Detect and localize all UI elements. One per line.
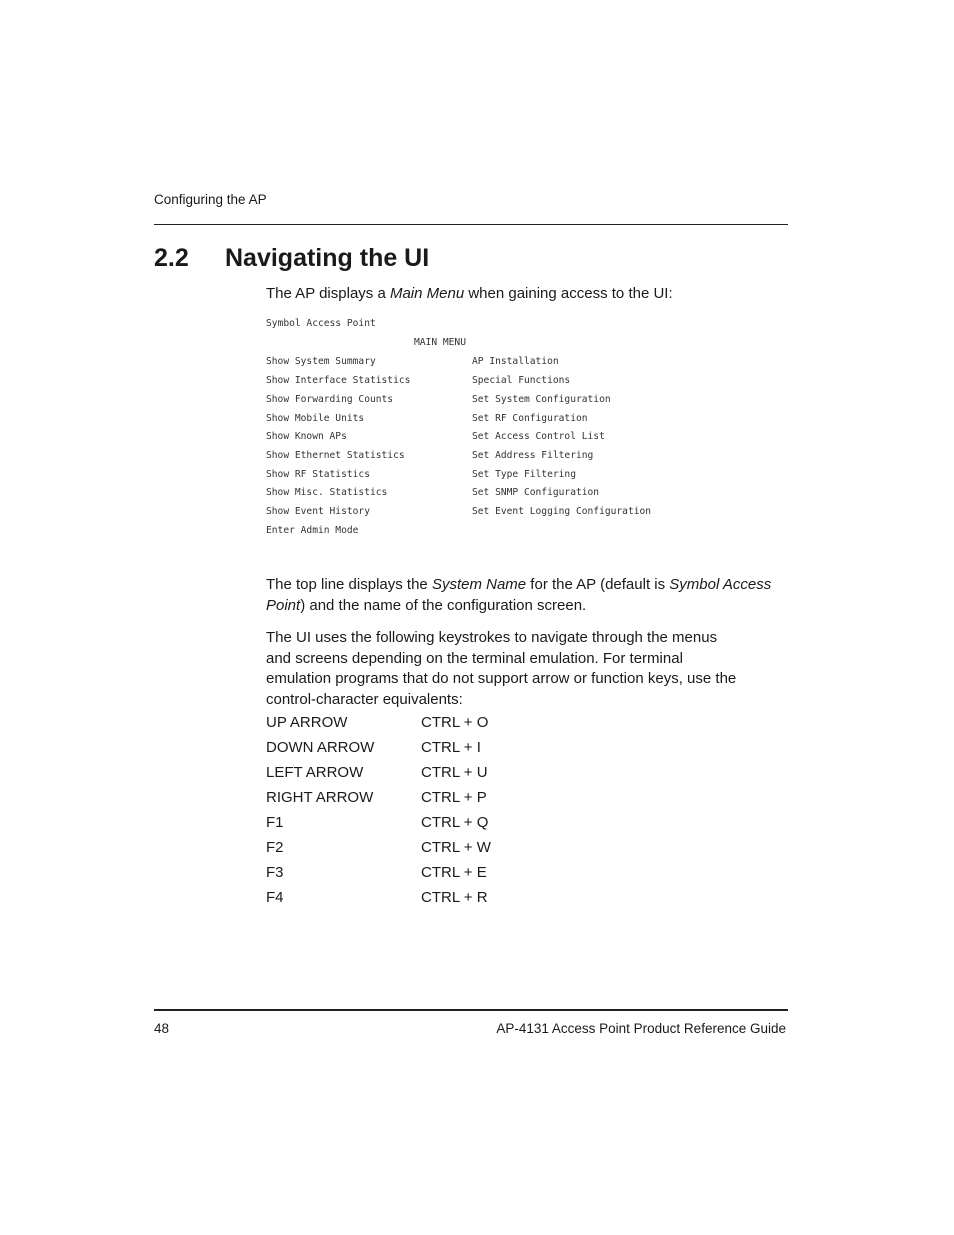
menu-item: Set SNMP Configuration xyxy=(472,487,600,498)
para1-emphasis: Point xyxy=(266,596,301,614)
keystroke-table xyxy=(266,714,491,914)
footer-rule xyxy=(154,1009,788,1011)
screen-menu-title: MAIN MENU xyxy=(414,337,466,348)
key-name: F1 xyxy=(266,814,284,831)
system-name-paragraph xyxy=(266,575,786,616)
para1-emphasis: System Name xyxy=(431,576,527,593)
menu-item: Set System Configuration xyxy=(472,394,611,405)
key-equivalent: CTRL + W xyxy=(421,839,491,856)
para1-text: ) and the name of the configuration screen. xyxy=(300,596,587,614)
running-head: Configuring the AP xyxy=(154,192,267,207)
menu-item: Enter Admin Mode xyxy=(266,525,359,536)
keystroke-row xyxy=(266,839,491,864)
keystroke-row xyxy=(266,714,491,739)
key-equivalent: CTRL + U xyxy=(421,764,488,781)
para1-text: for the AP (default is xyxy=(526,576,670,593)
menu-item: Set Type Filtering xyxy=(472,469,576,480)
menu-item: Set Event Logging Configuration xyxy=(472,506,652,517)
intro-text-end: when gaining access to the UI: xyxy=(464,285,673,302)
key-equivalent: CTRL + E xyxy=(421,864,487,881)
keystroke-row xyxy=(266,764,491,789)
keystroke-row xyxy=(266,789,491,814)
key-equivalent: CTRL + O xyxy=(421,714,489,731)
menu-row xyxy=(266,450,594,461)
menu-item: Show Forwarding Counts xyxy=(266,394,394,405)
para-line: control-character equivalents: xyxy=(266,690,463,708)
section-title: Navigating the UI xyxy=(225,244,430,272)
keystroke-row xyxy=(266,739,491,764)
key-name: F4 xyxy=(266,889,284,906)
menu-item: Show Mobile Units xyxy=(266,413,365,424)
key-name: F2 xyxy=(266,839,284,856)
para1-emphasis: Symbol Access xyxy=(669,576,772,593)
key-name: F3 xyxy=(266,864,284,881)
screen-title-line: Symbol Access Point xyxy=(266,318,376,329)
para-line: The UI uses the following keystrokes to navigate through the menus xyxy=(266,629,718,646)
intro-emphasis: Main Menu xyxy=(389,285,465,302)
menu-item: Set RF Configuration xyxy=(472,413,588,424)
section-heading xyxy=(154,244,429,273)
key-equivalent: CTRL + Q xyxy=(421,814,489,831)
menu-item: Show Misc. Statistics xyxy=(266,487,388,498)
key-name: RIGHT ARROW xyxy=(266,789,374,806)
intro-paragraph xyxy=(266,285,673,302)
key-name: UP ARROW xyxy=(266,714,348,731)
menu-row xyxy=(266,487,600,498)
menu-item: Show Interface Statistics xyxy=(266,375,411,386)
menu-row xyxy=(266,394,611,405)
menu-item: Set Address Filtering xyxy=(472,450,594,461)
menu-item: Show RF Statistics xyxy=(266,469,370,480)
key-equivalent: CTRL + R xyxy=(421,889,488,906)
section-number: 2.2 xyxy=(154,244,189,272)
menu-item: Show System Summary xyxy=(266,356,376,367)
menu-item: Set Access Control List xyxy=(472,431,605,442)
para1-text: The top line displays the xyxy=(266,576,432,593)
menu-item: Special Functions xyxy=(472,375,571,386)
para-line: and screens depending on the terminal emulation. For terminal xyxy=(266,649,683,667)
key-name: LEFT ARROW xyxy=(266,764,364,781)
keystroke-row xyxy=(266,864,491,889)
key-name: DOWN ARROW xyxy=(266,739,375,756)
menu-row xyxy=(266,525,358,536)
menu-row xyxy=(266,356,559,367)
menu-row xyxy=(266,375,571,386)
menu-row xyxy=(266,431,605,442)
key-equivalent: CTRL + P xyxy=(421,789,487,806)
menu-item: Show Ethernet Statistics xyxy=(266,450,405,461)
guide-title: AP-4131 Access Point Product Reference Guide xyxy=(496,1021,786,1036)
intro-text: The AP displays a xyxy=(266,285,390,302)
page-number: 48 xyxy=(154,1021,170,1036)
para-line: emulation programs that do not support arrow or function keys, use the xyxy=(266,670,737,687)
keystrokes-paragraph xyxy=(266,628,786,710)
keystroke-row xyxy=(266,814,491,839)
menu-row xyxy=(266,506,652,517)
header-rule xyxy=(154,224,788,225)
menu-item: AP Installation xyxy=(472,356,559,367)
menu-row xyxy=(266,413,588,424)
menu-item: Show Event History xyxy=(266,506,370,517)
key-equivalent: CTRL + I xyxy=(421,739,481,756)
menu-item: Show Known APs xyxy=(266,431,347,442)
keystroke-row xyxy=(266,889,491,914)
menu-row xyxy=(266,469,576,480)
